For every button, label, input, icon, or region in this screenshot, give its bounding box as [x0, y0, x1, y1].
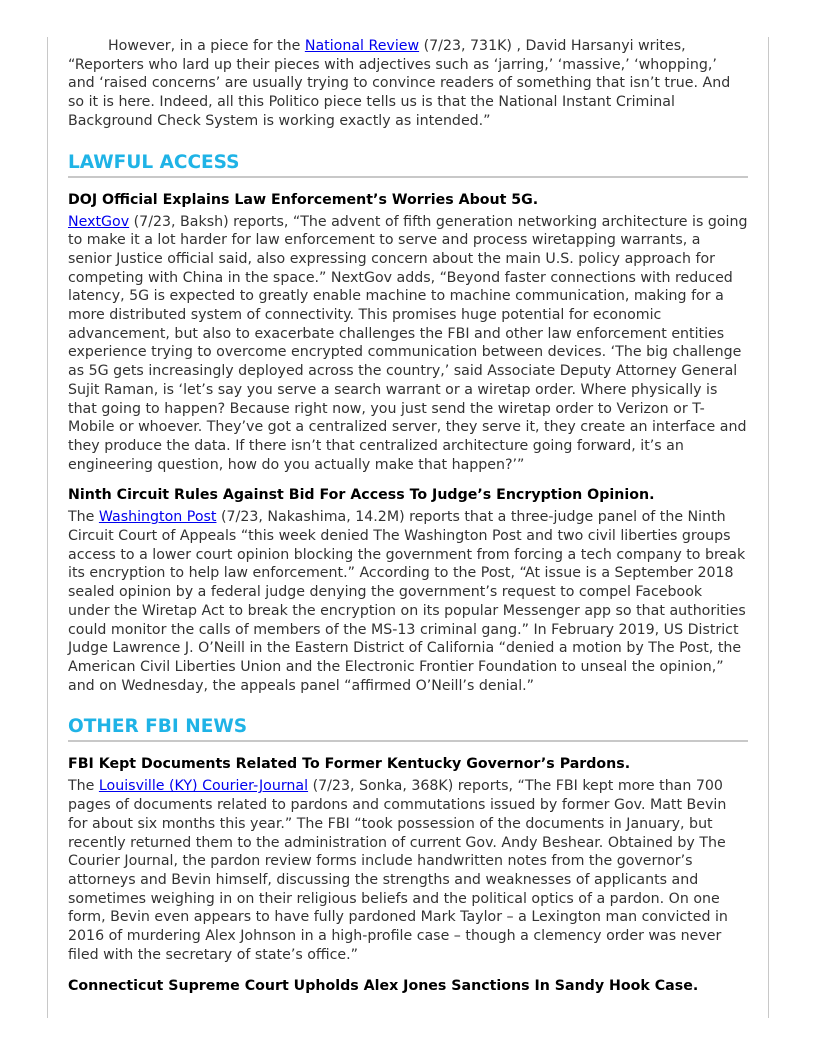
- article-headline-ninth-circuit: Ninth Circuit Rules Against Bid For Access To Judge’s Encryption Opinion.: [68, 487, 655, 504]
- article-text-kentucky: (7/23, Sonka, 368K) reports, “The FBI kept more than 700 pages of documents related to pardons and commutations issued by former Gov. Matt Bevin for about six months this year.” The FBI “took possession of the documents in January, but recently returned them to the administration of current Gov. Andy Beshear. Obtained by The Courier Journal, the pardon review forms include handwritten notes from the governor’s attorneys and Bevin himself, discussing the strengths and weaknesses of applicants and sometimes weighing in on their religious beliefs and the political optics of a pardon. On one form, Bevin even appears to have fully pardoned Mark Taylor – a Lexington man convicted in 2016 of murdering Alex Johnson in a high-profile case – though a clemency order was never filed with the secretary of state’s office.”: [68, 778, 728, 963]
- article-body-5g: [68, 213, 748, 475]
- article-text-ninth: (7/23, Nakashima, 14.2M) reports that a three-judge panel of the Ninth Circuit Court of Appeals “this week denied The Washington Post and two civil liberties groups access to a lower court opinion blocking the government from forcing a tech company to break its encryption to help law enforcement.” According to the Post, “At issue is a September 2018 sealed opinion by a federal judge denying the government’s request to compel Facebook under the Wiretap Act to break the encryption on its popular Messenger app so that authorities could monitor the calls of members of the MS-13 criminal gang.” In February 2019, US District Judge Lawrence J. O’Neill in the Eastern District of California “denied a motion by The Post, the American Civil Liberties Union and the Electronic Frontier Foundation to unseal the opinion,” and on Wednesday, the appeals panel “affirmed O’Neill’s denial.”: [68, 509, 746, 694]
- intro-text-post: (7/23, 731K) , David Harsanyi writes, “Reporters who lard up their pieces with adjectives such as ‘jarring,’ ‘massive,’ ‘whopping,’ and ‘raised concerns’ are usually trying to convince readers of something that isn’t true. And so it is here. Indeed, all this Politico piece tells us is that the National Instant Criminal Background Check System is working exactly as intended.”: [68, 38, 731, 129]
- intro-text-pre: However, in a piece for the: [108, 38, 305, 54]
- washington-post-link[interactable]: Washington Post: [98, 509, 217, 526]
- courier-journal-link[interactable]: Louisville (KY) Courier-Journal: [98, 778, 309, 795]
- newsletter-page: [68, 37, 748, 995]
- article-body-ninth-circuit: [68, 508, 748, 695]
- section-title-other-fbi-news: OTHER FBI NEWS: [68, 715, 748, 742]
- right-margin-rule: [768, 37, 769, 1018]
- article-headline-5g: DOJ Official Explains Law Enforcement’s Worries About 5G.: [68, 191, 539, 208]
- article-text-5g: (7/23, Baksh) reports, “The advent of fifth generation networking architecture is going to make it a lot harder for law enforcement to serve and process wiretapping warrants, a senior Justice official said, also expressing concern about the main U.S. policy approach for competing with China in the space.” NextGov adds, “Beyond faster connections with reduced latency, 5G is expected to greatly enable machine to machine communication, making for a more distributed system of connectivity. This promises huge potential for economic advancement, but also to exacerbate challenges the FBI and other law enforcement entities experience trying to overcome encrypted communication between devices. ‘The big challenge as 5G gets increasingly deployed across the country,’ said Associate Deputy Attorney General Sujit Raman, is ‘let’s say you serve a search warrant or a wiretap order. Where physically is that going to happen? Because right now, you just send the wiretap order to Verizon or T-Mobile or whoever. They’ve got a centralized server, they serve it, they create an interface and they produce the data. If there isn’t that centralized architecture going forward, it’s an engineering question, how do you actually make that happen?’”: [68, 213, 748, 473]
- article-headline-kentucky: FBI Kept Documents Related To Former Kentucky Governor’s Pardons.: [68, 756, 631, 773]
- article-text-pre-kentucky: The: [68, 778, 99, 795]
- article-headline-alex-jones: Connecticut Supreme Court Upholds Alex Jones Sanctions In Sandy Hook Case.: [68, 978, 699, 995]
- intro-paragraph: [68, 37, 748, 131]
- section-title-lawful-access: LAWFUL ACCESS: [68, 151, 748, 178]
- article-body-kentucky: [68, 777, 748, 964]
- article-text-pre-ninth: The: [68, 509, 99, 526]
- national-review-link[interactable]: National Review: [304, 38, 420, 54]
- left-margin-rule: [47, 37, 48, 1018]
- nextgov-link[interactable]: NextGov: [68, 213, 130, 230]
